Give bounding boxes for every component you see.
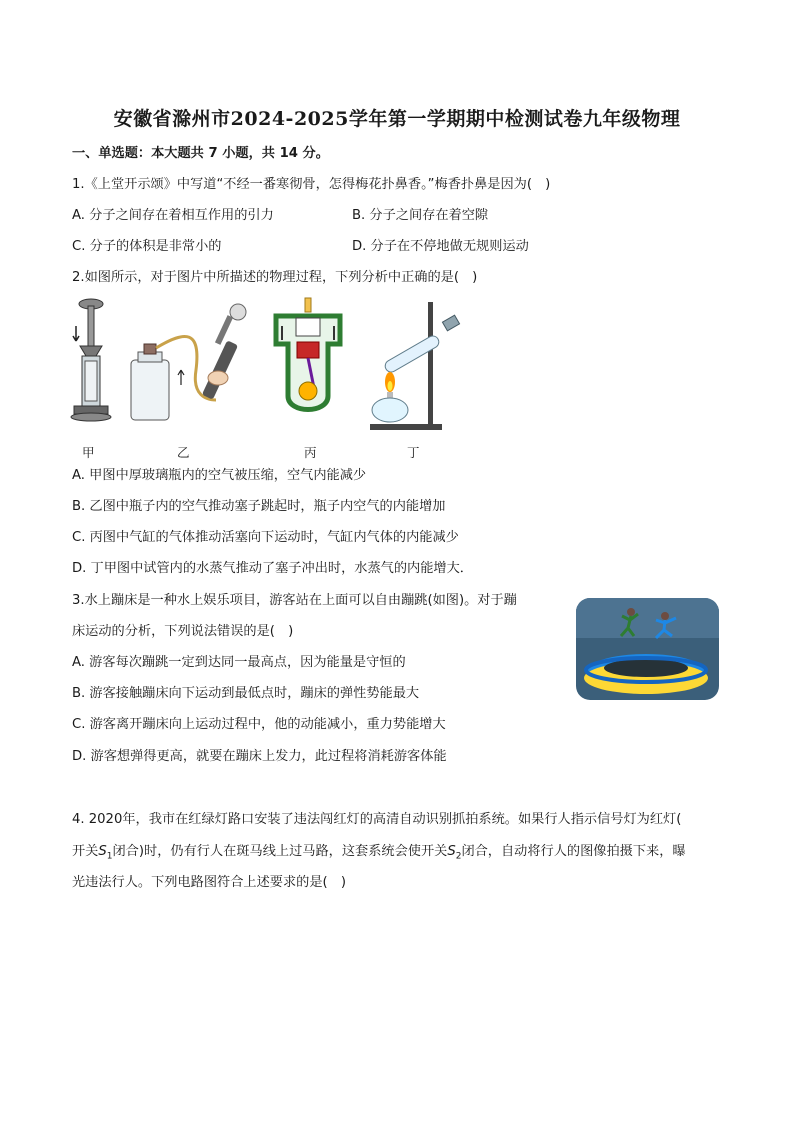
figure-ding-test-tube-lamp xyxy=(368,298,478,434)
q4-text-part2: 闭合)时，仍有行人在斑马线上过马路，这套系统会使开关 xyxy=(112,844,448,859)
q4-stem-line1: 4. 2020年，我市在红绿灯路口安装了违法闯红灯的高清自动识别抓拍系统。如果行人指示信号灯为红灯( xyxy=(72,812,682,827)
figure-label-jia: 甲 xyxy=(82,445,95,460)
q1-option-c: C. 分子的体积是非常小的 xyxy=(72,239,222,254)
switch-s1-subscript: 1 xyxy=(106,851,113,862)
q3-option-d: D. 游客想弹得更高，就要在蹦床上发力，此过程将消耗游客体能 xyxy=(72,749,447,764)
q2-option-b: B. 乙图中瓶子内的空气推动塞子跳起时，瓶子内空气的内能增加 xyxy=(72,499,446,514)
switch-s1-symbol: S xyxy=(98,844,107,859)
q3-stem-line1: 3.水上蹦床是一种水上娱乐项目，游客站在上面可以自由蹦跳(如图)。对于蹦 xyxy=(72,593,517,608)
q4-text-part1: 开关 xyxy=(72,844,99,859)
section-heading: 一、单选题：本大题共 7 小题，共 14 分。 xyxy=(72,146,329,161)
trampoline-photo xyxy=(576,598,719,700)
figure-bing-engine-cylinder xyxy=(268,296,348,424)
q3-option-b: B. 游客接触蹦床向下运动到最低点时，蹦床的弹性势能最大 xyxy=(72,686,420,701)
q3-stem-line2: 床运动的分析，下列说法错误的是( ) xyxy=(72,624,294,639)
q3-option-a: A. 游客每次蹦跳一定到达同一最高点，因为能量是守恒的 xyxy=(72,655,406,670)
q1-option-b: B. 分子之间存在着空隙 xyxy=(352,208,489,223)
switch-s2-subscript: 2 xyxy=(455,851,462,862)
switch-s2-symbol: S xyxy=(447,844,456,859)
q1-option-d: D. 分子在不停地做无规则运动 xyxy=(352,239,529,254)
figure-jia-compression-bottle xyxy=(66,296,116,426)
figure-label-bing: 丙 xyxy=(304,445,317,460)
q2-option-a: A. 甲图中厚玻璃瓶内的空气被压缩，空气内能减少 xyxy=(72,468,367,483)
q2-option-d: D. 丁甲图中试管内的水蒸气推动了塞子冲出时，水蒸气的内能增大． xyxy=(72,561,473,576)
q4-stem-line2 xyxy=(72,843,686,866)
figure-yi-bottle-pump xyxy=(126,300,266,430)
q2-stem: 2.如图所示，对于图片中所描述的物理过程，下列分析中正确的是( ) xyxy=(72,270,478,285)
figure-label-yi: 乙 xyxy=(177,445,190,460)
q1-stem: 1.《上堂开示颂》中写道“不经一番寒彻骨，怎得梅花扑鼻香。”梅香扑鼻是因为( ) xyxy=(72,177,551,192)
q3-option-c: C. 游客离开蹦床向上运动过程中，他的动能减小，重力势能增大 xyxy=(72,717,446,732)
page-title: 安徽省滁州市2024-2025学年第一学期期中检测试卷九年级物理 xyxy=(113,108,681,130)
figure-label-ding: 丁 xyxy=(407,445,420,460)
q4-text-part3: 闭合，自动将行人的图像拍摄下来，曝 xyxy=(461,844,686,859)
q4-stem-line3: 光违法行人。下列电路图符合上述要求的是( ) xyxy=(72,875,347,890)
q1-option-a: A. 分子之间存在着相互作用的引力 xyxy=(72,208,274,223)
q2-option-c: C. 丙图中气缸的气体推动活塞向下运动时，气缸内气体的内能减少 xyxy=(72,530,459,545)
